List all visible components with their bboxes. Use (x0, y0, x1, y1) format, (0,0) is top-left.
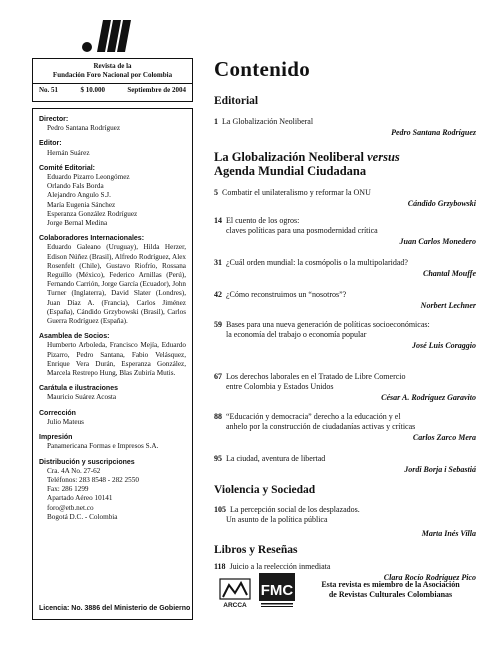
comite-member: Jorge Bernal Medina (47, 219, 108, 228)
toc-author: Chantal Mouffe (423, 269, 476, 278)
toc-page: 67 (214, 372, 222, 381)
comite-member: María Eugenia Sánchez (47, 200, 116, 209)
toc-entry (214, 258, 476, 279)
caratula-name: Mauricio Suárez Acosta (47, 393, 117, 402)
toc-page: 88 (214, 412, 222, 421)
comite-member: Orlando Fals Borda (47, 182, 104, 191)
toc-title-cont: anhelo por la construcción de ciudadanías activas y críticas (226, 422, 416, 431)
email-line: foro@etb.net.co (47, 503, 94, 512)
toc-page: 59 (214, 320, 222, 329)
editor-name: Hernán Suárez (47, 148, 90, 157)
toc-title: La percepción social de los desplazados. (230, 505, 360, 514)
impresion-heading: Impresión (39, 434, 73, 442)
toc-author: Cándido Grzybowski (407, 199, 476, 208)
toc-title: La Globalización Neoliberal (222, 117, 314, 126)
toc-title: Combatir el unilateralismo y reformar la ONU (222, 188, 371, 197)
toc-page: 14 (214, 216, 222, 225)
toc-entry (214, 188, 476, 209)
toc-title: ¿Cómo reconstruimos un “nosotros”? (226, 290, 347, 299)
membership-note (303, 580, 478, 600)
membership-line2: de Revistas Culturales Colombianas (328, 590, 453, 599)
toc-title-cont: entre Colombia y Estados Unidos (226, 382, 334, 391)
director-name: Pedro Santana Rodríguez (47, 124, 121, 133)
comite-member: Eduardo Pizarro Leongómez (47, 173, 130, 182)
journal-date: Septiembre de 2004 (127, 86, 186, 94)
credits-box (32, 108, 193, 620)
toc-page: 31 (214, 258, 222, 267)
toc-author: Carlos Zarco Mera (412, 433, 476, 442)
toc-title: Juicio a la reelección inmediata (229, 562, 331, 571)
toc-author: Juan Carlos Monedero (399, 237, 476, 246)
editor-heading: Editor: (39, 140, 62, 148)
comite-heading: Comité Editorial: (39, 164, 96, 172)
toc-title: Bases para una nueva generación de políticas socioeconómicas: (226, 320, 430, 329)
toc-title-cont: la economía del trabajo o economía popular (226, 330, 367, 339)
comite-list (39, 173, 186, 228)
address-line: Cra. 4A No. 27-62 (47, 466, 101, 475)
journal-meta (33, 84, 192, 95)
caratula-heading: Carátula e ilustraciones (39, 385, 118, 393)
toc-entry (214, 117, 476, 138)
arcca-logo (217, 575, 253, 609)
toc-author: César A. Rodríguez Garavito (381, 393, 476, 402)
toc-title: Los derechos laborales en el Tratado de Libre Comercio (226, 372, 406, 381)
toc-entry (214, 454, 476, 475)
comite-member: Esperanza González Rodríguez (47, 209, 138, 218)
section-violencia: Violencia y Sociedad (214, 484, 316, 496)
toc-entry (214, 372, 476, 403)
po-box-line: Apartado Aéreo 10141 (47, 494, 113, 503)
toc-entry (214, 290, 476, 311)
journal-price: $ 10.000 (80, 86, 105, 94)
membership-line1: Esta revista es miembro de la Asociación (321, 580, 460, 589)
toc-title: La ciudad, aventura de libertad (226, 454, 326, 463)
toc-entry (214, 412, 476, 443)
foro-logo (78, 14, 134, 58)
section-globalizacion-line2: Agenda Mundial Ciudadana (214, 164, 367, 178)
toc-author: Marta Inés Villa (421, 529, 476, 538)
colab-heading: Colaboradores Internacionales: (39, 235, 145, 243)
journal-info-box (32, 58, 193, 102)
toc-title: El cuento de los ogros: (226, 216, 300, 225)
toc-page: 42 (214, 290, 222, 299)
toc-author: Pedro Santana Rodríguez (391, 128, 476, 137)
asamblea-heading: Asamblea de Socios: (39, 333, 110, 341)
journal-line1: Revista de la (93, 62, 132, 70)
impresion-name: Panamericana Formas e Impresos S.A. (47, 442, 159, 451)
journal-line2: Fundación Foro Nacional por Colombia (52, 71, 173, 79)
correccion-heading: Corrección (39, 409, 76, 417)
toc-author: Jordi Borja i Sebastiá (404, 465, 476, 474)
colab-list: Eduardo Galeano (Uruguay), Hilda Herzer, Edison Núñez (Brasil), Alfredo Rodríguez, Alex Rosenfelt (Chile), Gustavo Riofrío, Rossana Reguillo (México), Federico Arnillas (Perú), Fernando Carrión, Jorge García (Ecuador), John Turner (Inglaterra), David Slater (Londres), Juan Díaz A. (Francia), Carlos Jiménez (España), Cándido Grzybowski (Brasil), Carlos Guerra Rodríguez (España). (47, 243, 186, 326)
asamblea-list: Humberto Arboleda, Francisco Mejía, Eduardo Pizarro, Pedro Santana, Fabio Velásquez, Enrique Vera Durán, Esperanza González, Marcela Restrepo Hung, Blas Zubiría Mutis. (47, 341, 186, 378)
contents-title: Contenido (214, 57, 311, 81)
distribucion-list (39, 467, 186, 522)
city-line: Bogotá D.C. - Colombia (47, 512, 118, 521)
toc-title-cont: claves políticas para una posmodernidad crítica (226, 226, 378, 235)
toc-page: 118 (214, 562, 226, 571)
toc-page: 5 (214, 188, 218, 197)
section-globalizacion-versus: versus (367, 150, 400, 164)
arcca-label: ARCCA (223, 602, 247, 609)
distribucion-heading: Distribución y suscripciones (39, 458, 135, 466)
section-globalizacion (214, 150, 400, 178)
toc-entry (214, 505, 476, 539)
fmc-label: FMC (260, 582, 294, 599)
toc-page: 105 (214, 505, 226, 514)
toc-title: ¿Cuál orden mundial: la cosmópolis o la multipolaridad? (226, 258, 408, 267)
fmc-logo (257, 571, 297, 609)
toc-author: José Luis Coraggio (411, 341, 476, 350)
toc-entry (214, 320, 476, 351)
fax-line: Fax: 286 1299 (47, 485, 89, 494)
director-heading: Director: (39, 116, 69, 123)
section-libros: Libros y Reseñas (214, 544, 298, 556)
license-note: Licencia: No. 3886 del Ministerio de Gobierno (39, 604, 191, 612)
toc-author: Norbert Lechner (420, 301, 476, 310)
toc-title-cont: Un asunto de la política pública (226, 515, 328, 524)
comite-member: Alejandro Angulo S.J. (47, 191, 111, 200)
section-globalizacion-line1: La Globalización Neoliberal (214, 150, 368, 164)
toc-title: “Educación y democracia” derecho a la educación y el (226, 412, 401, 421)
toc-page: 95 (214, 454, 222, 463)
section-editorial: Editorial (214, 95, 259, 107)
journal-number: No. 51 (39, 86, 59, 94)
toc-entry (214, 216, 476, 247)
phone-line: Teléfonos: 283 8548 - 282 2550 (47, 475, 139, 484)
toc-author: Clara Rocío Rodríguez Pico (383, 573, 476, 582)
correccion-name: Julio Mateus (47, 417, 84, 426)
toc-page: 1 (214, 117, 218, 126)
